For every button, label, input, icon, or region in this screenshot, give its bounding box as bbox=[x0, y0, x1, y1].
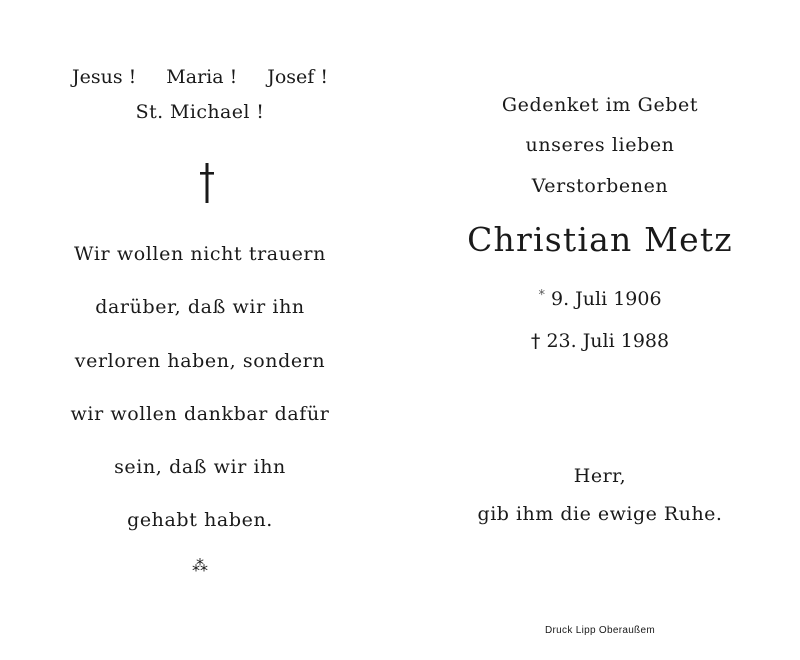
closing-line-1: Herr, bbox=[573, 465, 627, 487]
death-date: 23. Juli 1988 bbox=[546, 330, 670, 352]
closing-line-2: gib ihm die ewige Ruhe. bbox=[477, 503, 723, 525]
ejaculation-maria: Maria ! bbox=[166, 66, 238, 88]
intro-line-1: Gedenket im Gebet bbox=[501, 94, 699, 116]
deceased-name: Christian Metz bbox=[467, 220, 733, 259]
verse-line-3: verloren haben, sondern bbox=[74, 350, 326, 372]
verse-line-6: gehabt haben. bbox=[127, 509, 273, 531]
birth-line bbox=[400, 290, 800, 309]
verse-line-1: Wir wollen nicht trauern bbox=[74, 243, 326, 265]
death-cross-icon: † bbox=[530, 330, 541, 352]
latin-cross-icon bbox=[200, 163, 214, 203]
birth-star-icon: * bbox=[538, 288, 545, 303]
intro-line-2: unseres lieben bbox=[525, 134, 675, 156]
intro-line-3: Verstorbenen bbox=[531, 175, 669, 197]
asterism-icon: ⁂ bbox=[192, 556, 208, 575]
verse-line-4: wir wollen dankbar dafür bbox=[70, 403, 330, 425]
verse-line-2: darüber, daß wir ihn bbox=[95, 296, 305, 318]
right-panel bbox=[400, 0, 800, 660]
ejaculation-jesus: Jesus ! bbox=[72, 66, 137, 88]
ejaculation-josef: Josef ! bbox=[267, 66, 328, 88]
ejaculation-saint: St. Michael ! bbox=[135, 101, 265, 123]
birth-date: 9. Juli 1906 bbox=[550, 288, 662, 310]
death-line bbox=[400, 332, 800, 351]
verse-line-5: sein, daß wir ihn bbox=[114, 456, 286, 478]
printer-imprint: Druck Lipp Oberaußem bbox=[545, 625, 655, 636]
ejaculation-row bbox=[0, 68, 400, 87]
